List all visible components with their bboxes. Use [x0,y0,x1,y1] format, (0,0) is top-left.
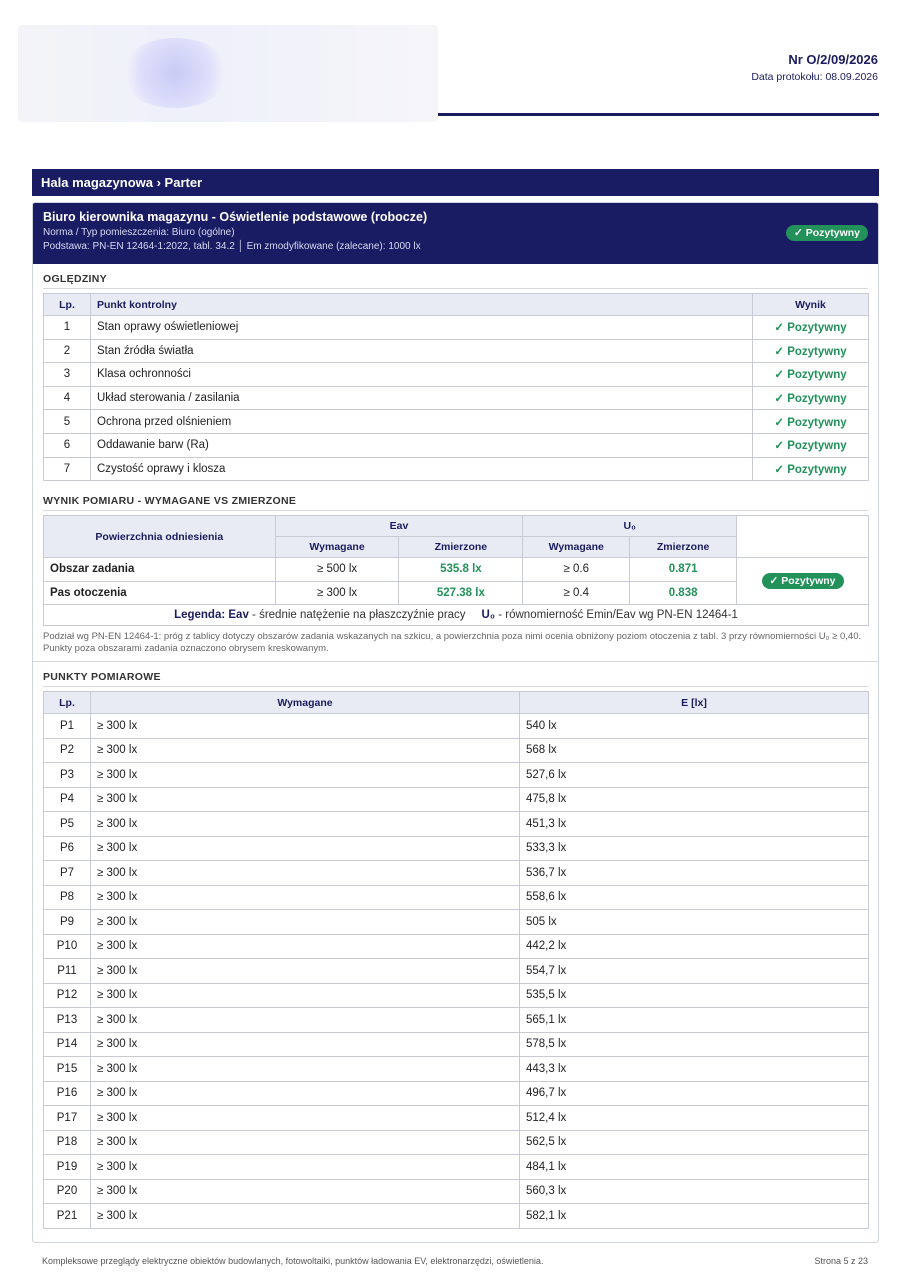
result-cell: ✓ Pozytywny [753,363,869,387]
table-row [44,457,869,481]
table-row [44,787,869,812]
table-row [44,714,869,739]
footer-text: Kompleksowe przeglądy elektryczne obiektów budowlanych, fotowoltaiki, punktów ładowania EV, elektronarzędzi, oświetlenia. [42,1256,544,1266]
required-cell: ≥ 300 lx [91,738,520,763]
column-header: Zmierzone [630,537,737,558]
table-row [44,1032,869,1057]
u0-measured-cell: 0.838 [630,581,737,605]
table-row [44,1081,869,1106]
table-row [44,1179,869,1204]
result-cell: ✓ Pozytywny [753,410,869,434]
point-id-cell: P18 [44,1130,91,1155]
checkpoint-cell: Czystość oprawy i klosza [91,457,753,481]
points-heading: PUNKTY POMIAROWE [43,671,161,684]
required-cell: ≥ 300 lx [91,1032,520,1057]
required-cell: ≥ 300 lx [91,861,520,886]
eav-required-cell: ≥ 500 lx [275,558,399,582]
legend [44,605,869,626]
illuminance-cell: 451,3 lx [520,812,869,837]
required-cell: ≥ 300 lx [91,959,520,984]
illuminance-cell: 568 lx [520,738,869,763]
checkpoint-cell: Stan oprawy oświetleniowej [91,316,753,340]
table-row [44,983,869,1008]
required-cell: ≥ 300 lx [91,1081,520,1106]
checkpoint-cell: Stan źródła światła [91,339,753,363]
point-id-cell: P8 [44,885,91,910]
legend-eav-text: - średnie natężenie na płaszczyźnie pracy [248,609,466,622]
inspection-heading: OGLĘDZINY [43,273,107,285]
measurement-card [32,202,879,1243]
surface-cell: Obszar zadania [44,558,276,582]
illuminance-cell: 540 lx [520,714,869,739]
status-badge: ✓ Pozytywny [786,225,868,241]
column-header: E [lx] [520,692,869,714]
illuminance-cell: 560,3 lx [520,1179,869,1204]
lp-cell: 5 [44,410,91,434]
required-cell: ≥ 300 lx [91,1204,520,1229]
legend-eav-key: Eav [228,609,249,622]
point-id-cell: P21 [44,1204,91,1229]
table-row [44,910,869,935]
points-table [43,691,869,1229]
required-cell: ≥ 300 lx [91,812,520,837]
point-id-cell: P17 [44,1106,91,1131]
table-row [44,1106,869,1131]
table-row [44,1155,869,1180]
measurement-table [43,515,869,626]
table-row [44,959,869,984]
table-header-row [44,692,869,714]
surface-cell: Pas otoczenia [44,581,276,605]
table-row [44,738,869,763]
illuminance-cell: 475,8 lx [520,787,869,812]
measurement-note: Podział wg PN-EN 12464-1: próg z tablicy dotyczy obszarów zadania wskazanych na szkicu, a powierzchnia poza nimi ocenia obniżony poziom otoczenia z tabl. 3 przy równomierności U₀ ≥ 0,40. Punkty poza obszarami zadania oznaczono obrysem kreskowanym. [43,631,862,655]
point-id-cell: P16 [44,1081,91,1106]
illuminance-cell: 562,5 lx [520,1130,869,1155]
checkpoint-cell: Układ sterowania / zasilania [91,386,753,410]
required-cell: ≥ 300 lx [91,885,520,910]
column-header: Eav [275,516,523,537]
u0-measured-cell: 0.871 [630,558,737,582]
page-number: Strona 5 z 23 [814,1256,868,1266]
page-footer [42,1256,868,1266]
table-row [44,1204,869,1229]
column-header: Powierzchnia odniesienia [44,516,276,558]
measurement-heading: WYNIK POMIARU - WYMAGANE VS ZMIERZONE [43,495,297,508]
illuminance-cell: 536,7 lx [520,861,869,886]
point-id-cell: P2 [44,738,91,763]
document-header [751,52,878,83]
result-cell: ✓ Pozytywny [753,316,869,340]
card-title: Biuro kierownika magazynu - Oświetlenie podstawowe (robocze) [43,210,428,224]
column-header: Lp. [44,294,91,316]
lp-cell: 3 [44,363,91,387]
checkpoint-cell: Oddawanie barw (Ra) [91,433,753,457]
document-number: Nr O/2/09/2026 [788,52,878,67]
point-id-cell: P11 [44,959,91,984]
column-header: Wymagane [275,537,399,558]
header-divider [438,113,879,116]
table-row [44,433,869,457]
table-row [44,934,869,959]
required-cell: ≥ 300 lx [91,1008,520,1033]
divider [43,510,868,511]
point-id-cell: P20 [44,1179,91,1204]
illuminance-cell: 565,1 lx [520,1008,869,1033]
result-cell: ✓ Pozytywny [753,433,869,457]
eav-required-cell: ≥ 300 lx [275,581,399,605]
illuminance-cell: 578,5 lx [520,1032,869,1057]
illuminance-cell: 512,4 lx [520,1106,869,1131]
point-id-cell: P5 [44,812,91,837]
u0-required-cell: ≥ 0.4 [523,581,630,605]
lp-cell: 6 [44,433,91,457]
logo-mark [120,38,230,108]
table-row [44,1008,869,1033]
protocol-date: Data protokołu: 08.09.2026 [751,71,878,83]
point-id-cell: P1 [44,714,91,739]
legend-u0-text: - równomierność Emin/Eav wg PN-EN 12464-1 [495,609,738,622]
point-id-cell: P7 [44,861,91,886]
required-cell: ≥ 300 lx [91,787,520,812]
divider [43,288,868,289]
result-cell: ✓ Pozytywny [753,339,869,363]
illuminance-cell: 558,6 lx [520,885,869,910]
column-header: Punkt kontrolny [91,294,753,316]
table-row [44,763,869,788]
illuminance-cell: 535,5 lx [520,983,869,1008]
lp-cell: 7 [44,457,91,481]
column-header: Wymagane [91,692,520,714]
point-id-cell: P12 [44,983,91,1008]
column-header: Wymagane [523,537,630,558]
table-row [44,1130,869,1155]
point-id-cell: P10 [44,934,91,959]
result-cell [737,558,869,605]
point-id-cell: P14 [44,1032,91,1057]
column-header: Lp. [44,692,91,714]
result-cell: ✓ Pozytywny [753,457,869,481]
required-cell: ≥ 300 lx [91,763,520,788]
legend-row [44,605,869,626]
point-id-cell: P13 [44,1008,91,1033]
illuminance-cell: 533,3 lx [520,836,869,861]
u0-required-cell: ≥ 0.6 [523,558,630,582]
eav-measured-cell: 527.38 lx [399,581,523,605]
checkpoint-cell: Ochrona przed olśnieniem [91,410,753,434]
required-cell: ≥ 300 lx [91,1155,520,1180]
illuminance-cell: 505 lx [520,910,869,935]
section-title: Hala magazynowa › Parter [32,169,879,196]
illuminance-cell: 582,1 lx [520,1204,869,1229]
point-id-cell: P4 [44,787,91,812]
required-cell: ≥ 300 lx [91,1106,520,1131]
required-cell: ≥ 300 lx [91,983,520,1008]
table-row [44,836,869,861]
inspection-table [43,293,869,481]
result-column-header [737,516,869,558]
table-row [44,885,869,910]
illuminance-cell: 496,7 lx [520,1081,869,1106]
point-id-cell: P15 [44,1057,91,1082]
required-cell: ≥ 300 lx [91,910,520,935]
table-row [44,386,869,410]
point-id-cell: P19 [44,1155,91,1180]
norm-line: Norma / Typ pomieszczenia: Biuro (ogólne) [43,227,235,238]
table-header-row [44,294,869,316]
lp-cell: 1 [44,316,91,340]
required-cell: ≥ 300 lx [91,714,520,739]
illuminance-cell: 554,7 lx [520,959,869,984]
table-row [44,558,869,582]
required-cell: ≥ 300 lx [91,1179,520,1204]
basis-line: Podstawa: PN-EN 12464-1:2022, tabl. 34.2 │ Em zmodyfikowane (zalecane): 1000 lx [43,241,421,252]
lp-cell: 4 [44,386,91,410]
divider [43,686,868,687]
table-row [44,363,869,387]
result-cell: ✓ Pozytywny [753,386,869,410]
illuminance-cell: 442,2 lx [520,934,869,959]
card-header [33,203,878,264]
required-cell: ≥ 300 lx [91,836,520,861]
column-header: Zmierzone [399,537,523,558]
illuminance-cell: 484,1 lx [520,1155,869,1180]
checkpoint-cell: Klasa ochronności [91,363,753,387]
illuminance-cell: 443,3 lx [520,1057,869,1082]
table-header-row [44,516,869,537]
column-header: U₀ [523,516,737,537]
required-cell: ≥ 300 lx [91,1130,520,1155]
lp-cell: 2 [44,339,91,363]
table-row [44,861,869,886]
column-header: Wynik [753,294,869,316]
legend-u0-key: U₀ [481,609,496,622]
table-row [44,410,869,434]
table-row [44,1057,869,1082]
point-id-cell: P3 [44,763,91,788]
point-id-cell: P6 [44,836,91,861]
table-row [44,812,869,837]
eav-measured-cell: 535.8 lx [399,558,523,582]
divider [33,661,878,662]
table-row [44,339,869,363]
table-row [44,316,869,340]
required-cell: ≥ 300 lx [91,1057,520,1082]
illuminance-cell: 527,6 lx [520,763,869,788]
required-cell: ≥ 300 lx [91,934,520,959]
point-id-cell: P9 [44,910,91,935]
legend-label: Legenda: [174,609,226,622]
result-badge: ✓ Pozytywny [762,573,844,589]
